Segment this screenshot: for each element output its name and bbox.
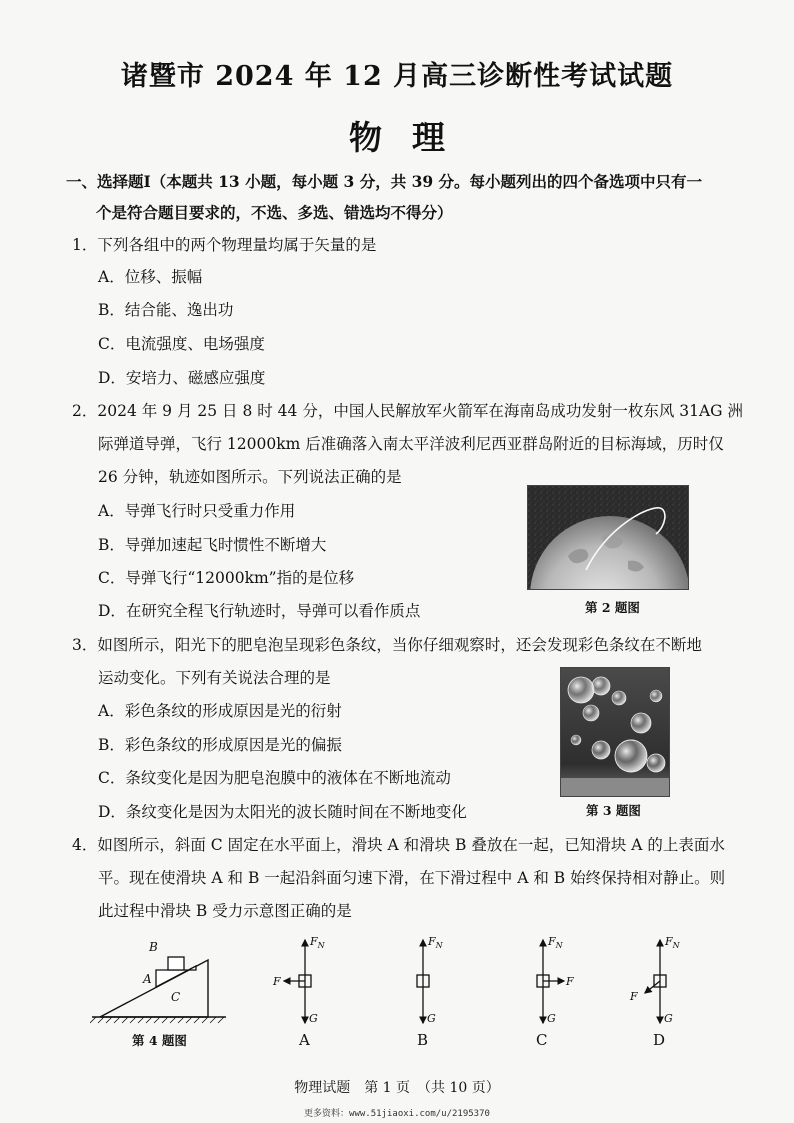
- diagram-c-option-label: C: [536, 1031, 548, 1049]
- q3-option-a: A．彩色条纹的形成原因是光的衍射: [98, 702, 342, 720]
- q4-stem-line1: 4．如图所示，斜面 C 固定在水平面上，滑块 A 和滑块 B 叠放在一起，已知滑块 A 的上表面水: [72, 836, 725, 854]
- q4-stem-line2: 平。现在使滑块 A 和 B 一起沿斜面匀速下滑，在下滑过程中 A 和 B 始终保持相对静止。则: [98, 869, 726, 887]
- q1-option-a: A．位移、振幅: [98, 268, 203, 286]
- q2-figure-earth-photo: [527, 485, 689, 590]
- q2-option-c: C．导弹飞行“12000km”指的是位移: [98, 569, 355, 587]
- q4-stem-line3: 此过程中滑块 B 受力示意图正确的是: [98, 902, 352, 920]
- q2-option-a: A．导弹飞行时只受重力作用: [98, 502, 296, 520]
- diagram-d-g-label: G: [664, 1012, 673, 1025]
- diagram-a-g-label: G: [309, 1012, 318, 1025]
- diagram-b-fn-label: $F_N$: [428, 935, 443, 951]
- q3-stem-line2: 运动变化。下列有关说法合理的是: [98, 669, 331, 687]
- exam-title: 诸暨市 2024 年 12 月高三诊断性考试试题: [120, 61, 674, 92]
- q1-option-d: D．安培力、磁感应强度: [98, 369, 266, 387]
- block-b: [168, 957, 184, 970]
- q2-figure-caption: 第 2 题图: [585, 600, 640, 615]
- diagram-d-fn-label: $F_N$: [665, 935, 680, 951]
- soap-bubbles-illustration: [561, 668, 669, 796]
- q3-option-b: B．彩色条纹的形成原因是光的偏振: [98, 736, 342, 754]
- diagram-d-option-label: D: [653, 1031, 666, 1049]
- q3-option-c: C．条纹变化是因为肥皂泡膜中的液体在不断地流动: [98, 769, 451, 787]
- q2-option-b: B．导弹加速起飞时惯性不断增大: [98, 536, 327, 554]
- diagram-a-f-label: F: [273, 975, 281, 988]
- q4-figure-caption: 第 4 题图: [132, 1033, 187, 1048]
- ground-hatching: [90, 1017, 224, 1023]
- diagram-a-fn-label: $F_N$: [310, 935, 325, 951]
- page-footer: 物理试题 第 1 页 （共 10 页）: [294, 1080, 500, 1096]
- q3-figure-bubbles-photo: [560, 667, 670, 797]
- subject-title: 物理: [349, 118, 475, 157]
- q3-stem-line1: 3．如图所示，阳光下的肥皂泡呈现彩色条纹，当你仔细观察时，还会发现彩色条纹在不断地: [72, 636, 702, 654]
- label-incline-c: C: [171, 990, 181, 1004]
- label-block-a: A: [143, 972, 152, 986]
- earth-trajectory-illustration: [528, 486, 688, 589]
- q2-stem-line2: 际弹道导弹，飞行 12000km 后准确落入南太平洋波利尼西亚群岛附近的目标海域，历时仅: [98, 435, 724, 453]
- source-watermark: 更多资料：www.51jiaoxi.com/u/2195370: [304, 1109, 490, 1119]
- diagram-c-f-label: F: [566, 975, 574, 988]
- section-instruction-line2: 个是符合题目要求的，不选、多选、错选均不得分）: [96, 203, 453, 222]
- diagram-b-option-label: B: [417, 1031, 429, 1049]
- diagram-c-g-label: G: [547, 1012, 556, 1025]
- q2-option-d: D．在研究全程飞行轨迹时，导弹可以看作质点: [98, 602, 421, 620]
- diagram-b-g-label: G: [427, 1012, 436, 1025]
- diagram-d-f-label: F: [630, 990, 638, 1003]
- q1-option-c: C．电流强度、电场强度: [98, 335, 265, 353]
- section-instruction-line1: 一、选择题Ⅰ（本题共 13 小题，每小题 3 分，共 39 分。每小题列出的四个备选项中只有一: [66, 172, 703, 191]
- q4-incline-diagram: [90, 930, 230, 1025]
- q1-option-b: B．结合能、逸出功: [98, 301, 234, 319]
- q3-option-d: D．条纹变化是因为太阳光的波长随时间在不断地变化: [98, 803, 467, 821]
- q3-figure-caption: 第 3 题图: [586, 803, 641, 818]
- diagram-a-option-label: A: [299, 1031, 310, 1049]
- q2-stem-line3: 26 分钟，轨迹如图所示。下列说法正确的是: [98, 468, 402, 486]
- label-block-b: B: [149, 940, 158, 954]
- q2-stem-line1: 2．2024 年 9 月 25 日 8 时 44 分，中国人民解放军火箭军在海南岛成功发射一枚东风 31AG 洲: [72, 402, 743, 420]
- diagram-c-fn-label: $F_N$: [548, 935, 563, 951]
- q1-stem: 1．下列各组中的两个物理量均属于矢量的是: [72, 236, 377, 254]
